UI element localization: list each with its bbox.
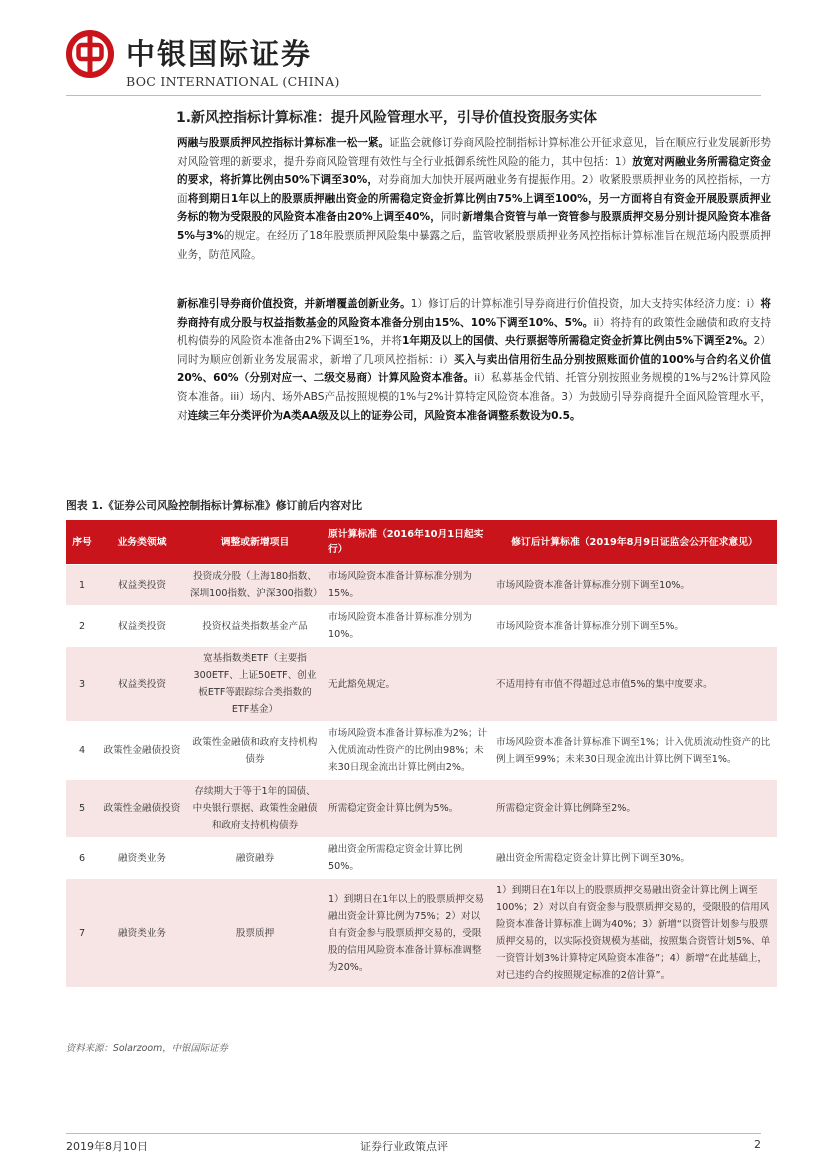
footer-report-type: 证券行业政策点评	[360, 1140, 448, 1153]
cell-index: 3	[66, 647, 98, 722]
logo-english-name: BOC INTERNATIONAL (CHINA)	[126, 74, 340, 89]
p2-bold-9: 连续三年分类评价为A类AA级及以上的证券公司，风险资本准备调整系数设为0.5。	[187, 409, 581, 422]
table-header-row	[66, 520, 777, 565]
footer-divider	[66, 1133, 761, 1134]
header-adjusted-item: 调整或新增项目	[186, 520, 324, 565]
p2-bold-5: 1年期及以上的国债、央行票据等所需稳定资金折算比例由5%下调至2%。	[401, 335, 754, 348]
boc-logo	[66, 30, 366, 92]
table-row	[66, 780, 777, 838]
cell-adjusted-item: 存续期大于等于1年的国债、中央银行票据、政策性金融债和政府支持机构债券	[186, 780, 324, 838]
cell-original-standard: 融出资金所需稳定资金计算比例50%。	[324, 838, 492, 879]
header-business-area: 业务类领域	[98, 520, 186, 565]
table-row	[66, 565, 777, 606]
p2-bold-1: 新标准引导券商价值投资，并新增覆盖创新业务。	[177, 298, 411, 310]
p1-bold-7: 新增集合资管与单一资管参与股票质押交易分别计提风险资本准备5%与3%	[177, 211, 772, 242]
section-title: 1.新风控指标计算标准：提升风险管理水平，引导价值投资服务实体	[176, 110, 598, 126]
table-row	[66, 647, 777, 722]
table-row	[66, 838, 777, 879]
p2-bold-3: 将券商持有成分股与权益指数基金的风险资本准备分别由15%、10%下调至10%、5%。	[177, 298, 771, 329]
p1-bold-5: 将到期日1年以上的股票质押融出资金的所需稳定资金折算比例由75%上调至100%，另一方面将自有资金开展股票质押业务标的物为受限股的风险资本准备由20%上调至40%，	[177, 192, 772, 224]
cell-index: 7	[66, 879, 98, 988]
cell-business-area: 权益类投资	[98, 565, 186, 606]
footer-page-number: 2	[754, 1138, 761, 1151]
header-revised-standard: 修订后计算标准（2019年8月9日证监会公开征求意见）	[492, 520, 777, 565]
cell-adjusted-item: 政策性金融债和政府支持机构债券	[186, 722, 324, 780]
cell-adjusted-item: 股票质押	[186, 879, 324, 988]
source-note: 资料来源：Solarzoom，中银国际证券	[66, 1043, 228, 1054]
header-index: 序号	[66, 520, 98, 565]
footer-date: 2019年8月10日	[66, 1140, 148, 1153]
cell-revised-standard: 不适用持有市值不得超过总市值5%的集中度要求。	[492, 647, 777, 722]
cell-adjusted-item: 宽基指数类ETF（主要指300ETF、上证50ETF、创业板ETF等跟踪综合类指数的ETF基金）	[186, 647, 324, 722]
cell-original-standard: 市场风险资本准备计算标准为2%；计入优质流动性资产的比例由98%；未来30日现金流出计算比例由2%。	[324, 722, 492, 780]
cell-business-area: 权益类投资	[98, 606, 186, 647]
p2-text-8: ii）私募基金代销、托管分别按照业务规模的1%与2%计算风险资本准备。iii）场内、场外ABS产品按照规模的1%与2%计算特定风险资本准备。3）为鼓励引导券商提升全面风险管理水平，对	[177, 372, 771, 422]
p1-text-2: 证监会就修订券商风险控制指标计算标准公开征求意见，旨在顺应行业发展新形势对风险管理的新要求，提升券商风险管理有效性与全行业抵御系统性风险的能力，其中包括：1）	[177, 137, 772, 168]
cell-original-standard: 无此豁免规定。	[324, 647, 492, 722]
cell-revised-standard: 市场风险资本准备计算标准分别下调至5%。	[492, 606, 777, 647]
cell-revised-standard: 市场风险资本准备计算标准下调至1%；计入优质流动性资产的比例上调至99%；未来30日现金流出计算比例下调至1%。	[492, 722, 777, 780]
cell-index: 5	[66, 780, 98, 838]
p2-text-4: ii）将持有的政策性金融债和政府支持机构债券的风险资本准备由2%下调至1%，并将	[177, 316, 771, 348]
cell-index: 6	[66, 838, 98, 879]
boc-logo-mark	[66, 30, 114, 78]
figure-title: 图表 1.《证券公司风险控制指标计算标准》修订前后内容对比	[66, 499, 363, 512]
cell-original-standard: 所需稳定资金计算比例为5%。	[324, 780, 492, 838]
p2-text-6: 2）同时为顺应创新业务发展需求，新增了几项风控指标：i）	[177, 335, 771, 366]
cell-business-area: 融资类业务	[98, 838, 186, 879]
cell-business-area: 融资类业务	[98, 879, 186, 988]
cell-index: 4	[66, 722, 98, 780]
table-row	[66, 722, 777, 780]
cell-business-area: 政策性金融债投资	[98, 780, 186, 838]
p2-bold-7: 买入与卖出信用衍生品分别按照账面价值的100%与合约名义价值20%、60%（分别对应一、二级交易商）计算风险资本准备。	[177, 353, 771, 385]
cell-adjusted-item: 投资成分股（上海180指数、深圳100指数、沪深300指数）	[186, 565, 324, 606]
p1-text-8: 的规定。在经历了18年股票质押风险集中暴露之后，监管收紧股票质押业务风控指标计算标准旨在规范场内股票质押业务，防范风险。	[177, 229, 771, 261]
table-row	[66, 879, 777, 988]
cell-adjusted-item: 融资融券	[186, 838, 324, 879]
header-original-standard: 原计算标准（2016年10月1日起实行）	[324, 520, 492, 565]
cell-original-standard: 市场风险资本准备计算标准分别为10%。	[324, 606, 492, 647]
cell-index: 1	[66, 565, 98, 606]
p1-text-6: 同时	[440, 211, 463, 224]
paragraph-margin-financing	[177, 134, 771, 264]
p1-bold-1: 两融与股票质押风控指标计算标准一松一紧。	[177, 137, 390, 149]
paragraph-value-investing	[177, 295, 771, 425]
cell-revised-standard: 融出资金所需稳定资金计算比例下调至30%。	[492, 838, 777, 879]
p2-text-2: 1）修订后的计算标准引导券商进行价值投资，加大支持实体经济力度：i）	[410, 298, 761, 310]
p1-bold-3: 放宽对两融业务所需稳定资金的要求，将折算比例由50%下调至30%，	[177, 155, 771, 187]
cell-revised-standard: 1）到期日在1年以上的股票质押交易融出资金计算比例上调至100%；2）对以自有资金参与股票质押交易的，受限股的信用风险资本准备计算标准上调为40%；3）新增“以资管计划参与股票质押交易的，以实际投资规模为基础，按照集合资管计划5%、单一资管计划3%计算特定风险资本准备”；4）新增“在此基础上，对已违约合约按照规定标准的2倍计算”。	[492, 879, 777, 988]
table-row	[66, 606, 777, 647]
cell-original-standard: 1）到期日在1年以上的股票质押交易融出资金计算比例为75%；2）对以自有资金参与股票质押交易的，受限股的信用风险资本准备计算标准调整为20%。	[324, 879, 492, 988]
header-divider	[66, 95, 761, 96]
cell-revised-standard: 所需稳定资金计算比例降至2%。	[492, 780, 777, 838]
comparison-table	[66, 520, 777, 988]
cell-original-standard: 市场风险资本准备计算标准分别为15%。	[324, 565, 492, 606]
p1-text-4: 对券商加大加快开展两融业务有提振作用。2）收紧股票质押业务的风控指标，一方面	[177, 174, 771, 205]
cell-business-area: 政策性金融债投资	[98, 722, 186, 780]
cell-adjusted-item: 投资权益类指数基金产品	[186, 606, 324, 647]
cell-revised-standard: 市场风险资本准备计算标准分别下调至10%。	[492, 565, 777, 606]
logo-chinese-name: 中银国际证券	[126, 37, 313, 71]
cell-index: 2	[66, 606, 98, 647]
cell-business-area: 权益类投资	[98, 647, 186, 722]
